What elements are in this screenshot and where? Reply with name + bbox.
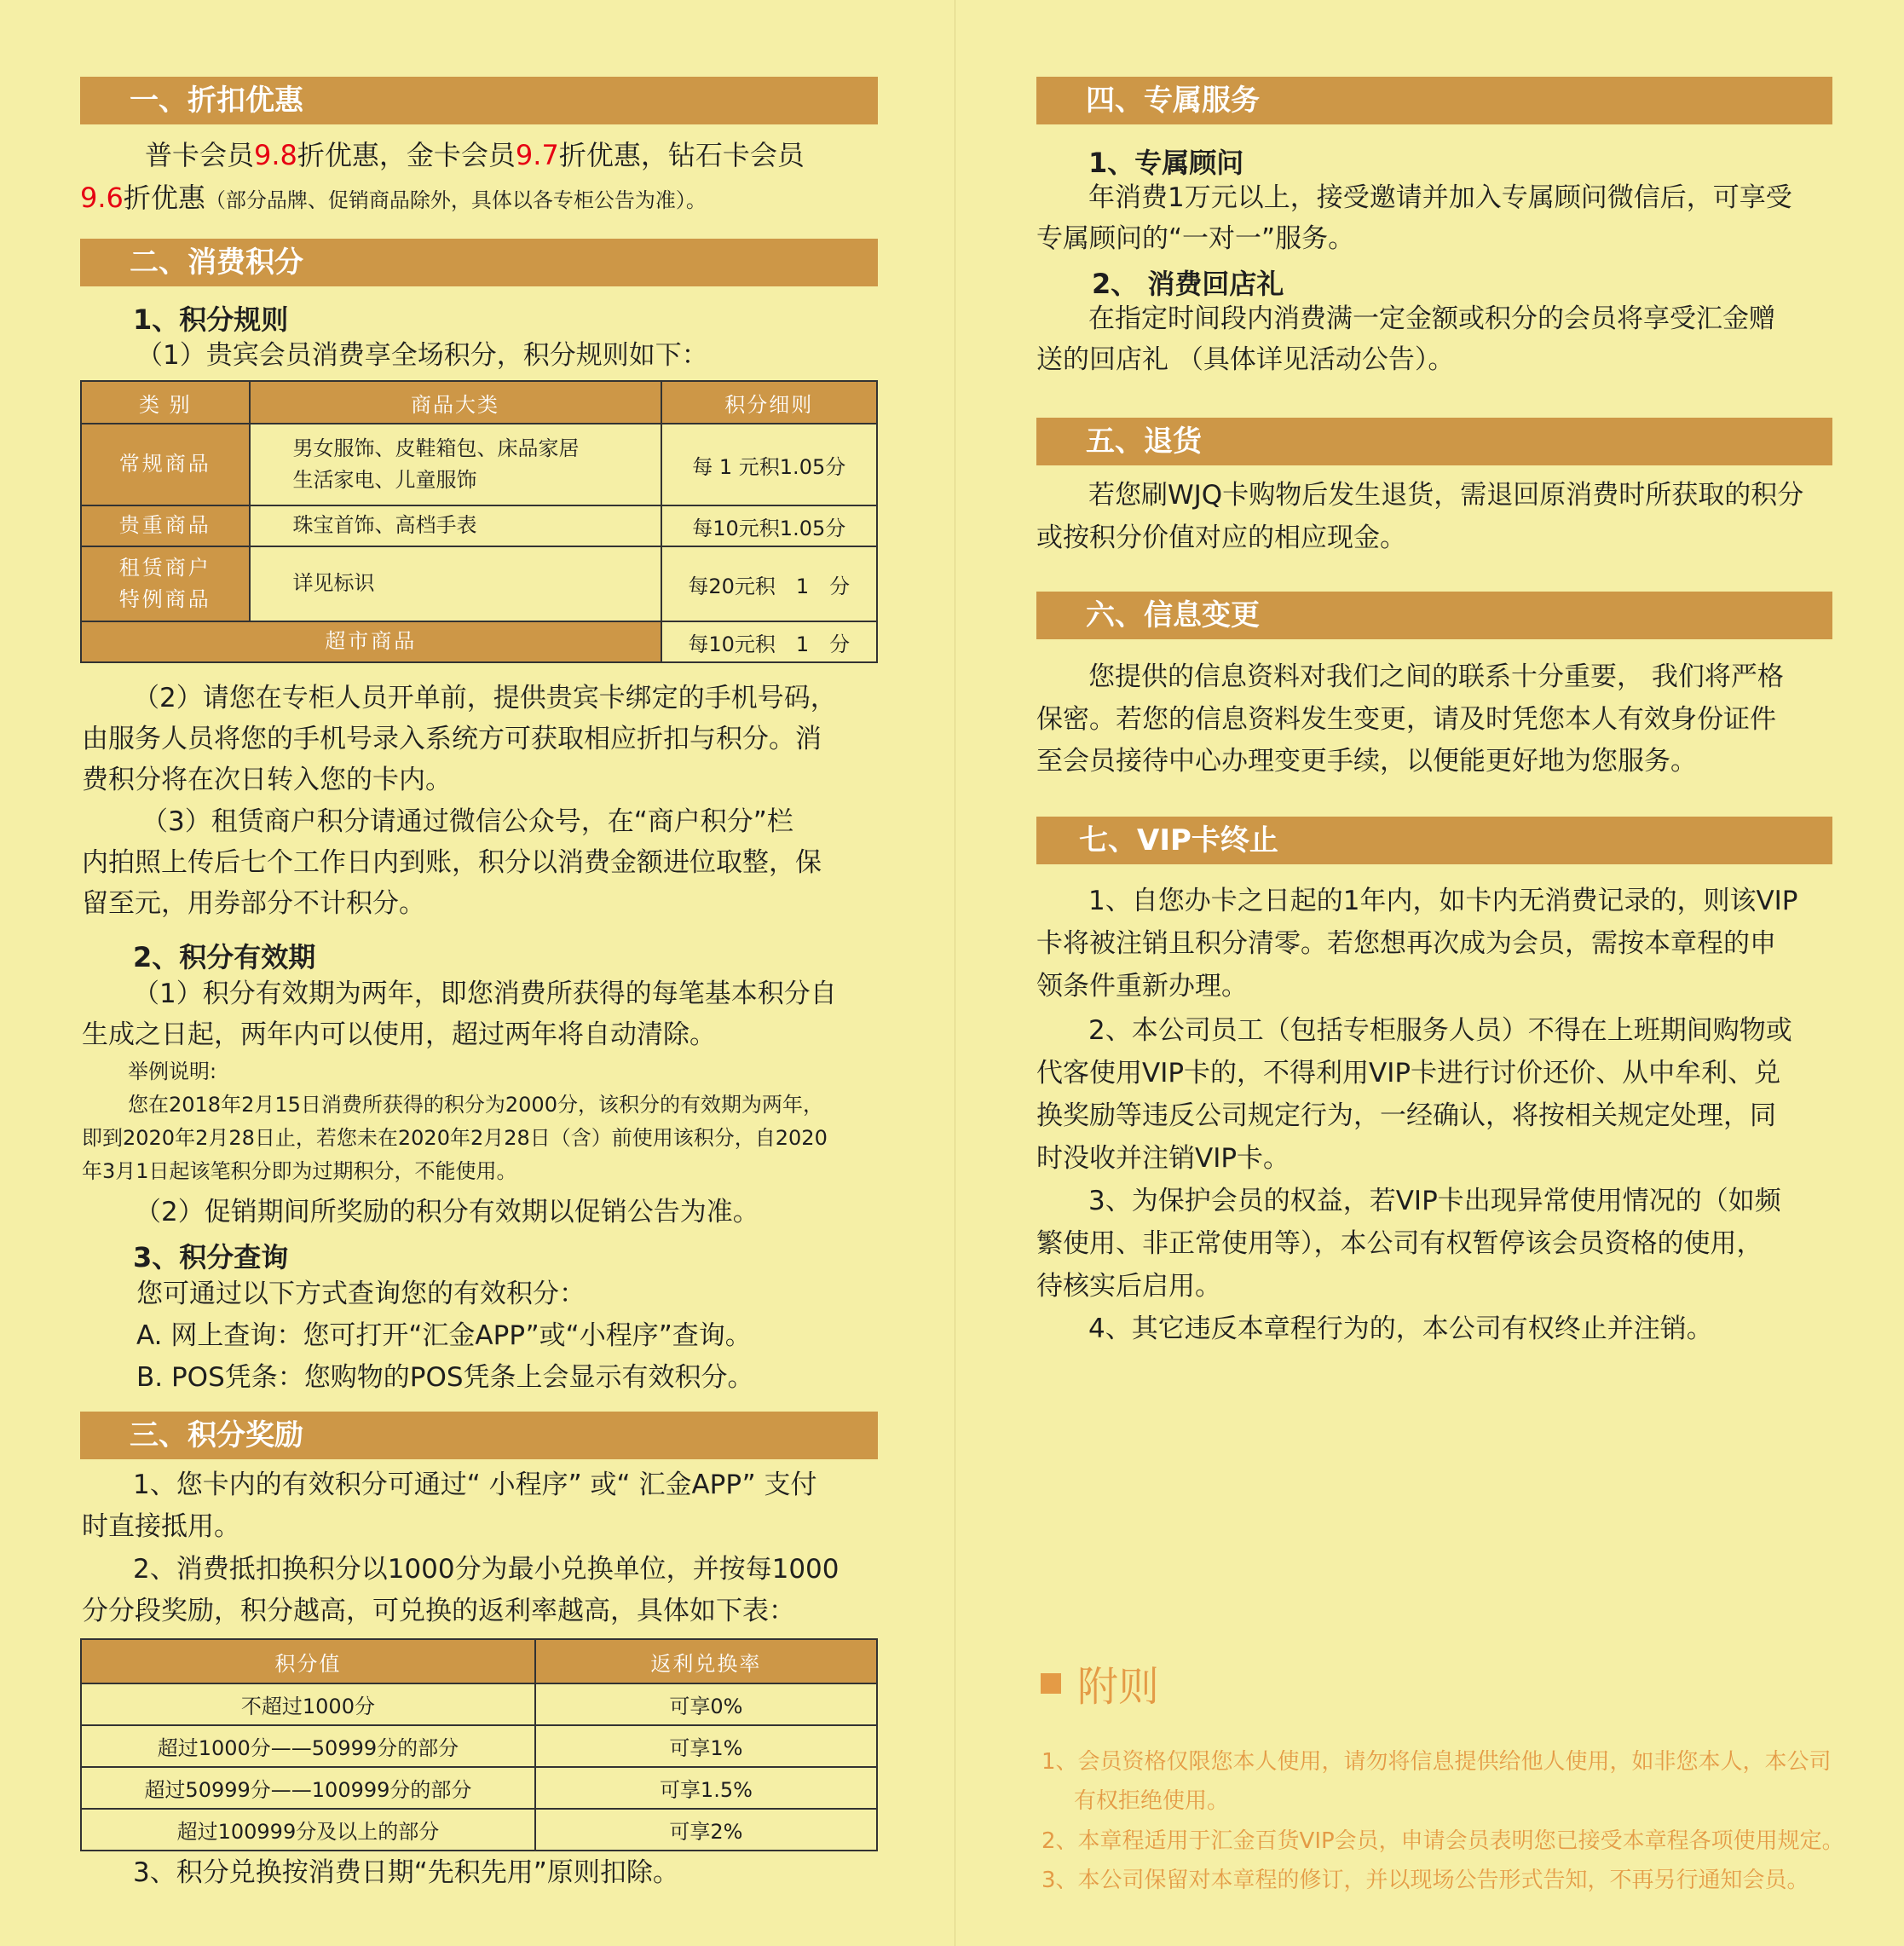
- rate-cell: 可享2%: [535, 1809, 877, 1851]
- rebate-table: [80, 1638, 878, 1851]
- query-pos: B. POS凭条：您购物的POS凭条上会显示有效积分。: [136, 1362, 754, 1393]
- termination-line: 领条件重新办理。: [1036, 971, 1248, 1002]
- items-cell: 详见标识: [250, 546, 661, 621]
- table-header-row: [81, 381, 877, 424]
- regular-rate: 9.8: [254, 139, 297, 171]
- points-rule-3-line: 留至元，用券部分不计积分。: [82, 888, 425, 919]
- section-title: 六、信息变更: [1086, 598, 1260, 632]
- section-title: 一、折扣优惠: [130, 84, 303, 118]
- rewards-line: 时直接抵用。: [82, 1511, 240, 1542]
- termination-line: 1、自您办卡之日起的1年内，如卡内无消费记录的，则该VIP: [1088, 886, 1798, 916]
- appendix-item: 有权拒绝使用。: [1074, 1788, 1230, 1814]
- column-header: 返利兑换率: [535, 1639, 877, 1683]
- category-cell: 常规商品: [81, 424, 250, 505]
- section-title: 三、积分奖励: [130, 1418, 303, 1452]
- section-header-info-change: [1036, 592, 1832, 639]
- rule-cell: 每20元积 1 分: [661, 546, 877, 621]
- rule-cell: 每 1 元积1.05分: [661, 424, 877, 505]
- rewards-line: 1、您卡内的有效积分可通过“ 小程序” 或“ 汇金APP” 支付: [133, 1470, 817, 1500]
- validity-line: （1）积分有效期为两年，即您消费所获得的每笔基本积分自: [133, 979, 837, 1009]
- rate-cell: 可享1.5%: [535, 1767, 877, 1809]
- section-title: 四、专属服务: [1086, 84, 1260, 118]
- discount-line-2: 9.6折优惠（部分品牌、促销商品除外，具体以各专柜公告为准）。: [80, 182, 707, 214]
- query-online: A. 网上查询：您可打开“汇金APP”或“小程序”查询。: [136, 1320, 752, 1351]
- points-cell: 超过1000分——50999分的部分: [81, 1725, 535, 1767]
- table-row: [81, 1725, 877, 1767]
- table-row: [81, 546, 877, 621]
- rewards-line: 3、积分兑换按消费日期“先积先用”原则扣除。: [133, 1857, 679, 1888]
- table-row: [81, 1767, 877, 1809]
- category-cell: 租赁商户 特例商品: [81, 546, 250, 621]
- diamond-rate: 9.6: [80, 182, 124, 214]
- rule-cell: 每10元积1.05分: [661, 505, 877, 546]
- rate-cell: 可享0%: [535, 1683, 877, 1725]
- termination-line: 换奖励等违反公司规定行为，一经确认，将按相关规定处理，同: [1036, 1100, 1776, 1131]
- section-header-returns: [1036, 418, 1832, 465]
- termination-line: 2、本公司员工（包括专柜服务人员）不得在上班期间购物或: [1088, 1015, 1792, 1046]
- appendix-item: 3、本公司保留对本章程的修订，并以现场公告形式告知，不再另行通知会员。: [1041, 1868, 1809, 1893]
- table-row: [81, 424, 877, 505]
- termination-line: 4、其它违反本章程行为的，本公司有权终止并注销。: [1088, 1314, 1713, 1344]
- returns-line: 或按积分价值对应的相应现金。: [1036, 523, 1406, 553]
- exclusive-line: 专属顾问的“一对一”服务。: [1036, 223, 1355, 254]
- section-title: 五、退货: [1086, 424, 1202, 459]
- rewards-line: 2、消费抵扣换积分以1000分为最小兑换单位，并按每1000: [133, 1554, 839, 1585]
- subheading-return-gift: 2、 消费回店礼: [1092, 268, 1284, 300]
- points-cell: 不超过1000分: [81, 1683, 535, 1725]
- points-cell: 超过100999分及以上的部分: [81, 1809, 535, 1851]
- example-label: 举例说明:: [128, 1060, 217, 1083]
- section-title: 七、VIP卡终止: [1079, 823, 1278, 858]
- points-rule-1: （1）贵宾会员消费享全场积分，积分规则如下：: [136, 340, 708, 371]
- info-line: 您提供的信息资料对我们之间的联系十分重要， 我们将严格: [1088, 661, 1784, 692]
- query-intro: 您可通过以下方式查询您的有效积分：: [136, 1279, 586, 1309]
- items-cell: 男女服饰、皮鞋箱包、床品家居 生活家电、儿童服饰: [250, 424, 661, 505]
- discount-line-1: 普卡会员9.8折优惠，金卡会员9.7折优惠，钻石卡会员: [145, 139, 805, 171]
- column-header: 商品大类: [250, 381, 661, 424]
- example-line: 您在2018年2月15日消费所获得的积分为2000分，该积分的有效期为两年，: [128, 1093, 823, 1117]
- column-header: 积分值: [81, 1639, 535, 1683]
- table-row: [81, 1683, 877, 1725]
- points-rule-2-line: （2）请您在专柜人员开单前，提供贵宾卡绑定的手机号码，: [133, 683, 837, 713]
- subheading-query: 3、积分查询: [133, 1241, 289, 1273]
- points-rule-3-line: （3）租赁商户积分请通过微信公众号，在“商户积分”栏: [141, 806, 793, 837]
- appendix-title: 附则: [1077, 1663, 1160, 1711]
- termination-line: 时没收并注销VIP卡。: [1036, 1143, 1290, 1174]
- rule-cell: 每10元积 1 分: [661, 621, 877, 662]
- points-rule-2-line: 由服务人员将您的手机号录入系统方可获取相应折扣与积分。消: [82, 724, 822, 754]
- points-rules-table: [80, 380, 878, 663]
- subheading-points-rules: 1、积分规则: [133, 303, 289, 336]
- returns-line: 若您刷WJQ卡购物后发生退货，需退回原消费时所获取的积分: [1088, 480, 1804, 511]
- items-cell: 珠宝首饰、高档手表: [250, 505, 661, 546]
- example-line: 即到2020年2月28日止，若您未在2020年2月28日（含）前使用该积分，自2020: [82, 1126, 828, 1150]
- category-cell: 贵重商品: [81, 505, 250, 546]
- section-header-exclusive: [1036, 77, 1832, 124]
- section-title: 二、消费积分: [130, 245, 303, 280]
- table-header-row: [81, 1639, 877, 1683]
- exclusive-line: 年消费1万元以上，接受邀请并加入专属顾问微信后，可享受: [1088, 182, 1792, 213]
- discount-note: （部分品牌、促销商品除外，具体以各专柜公告为准）。: [205, 188, 707, 212]
- section-header-points: [80, 239, 878, 286]
- subheading-validity: 2、积分有效期: [133, 941, 316, 973]
- rewards-line: 分分段奖励，积分越高，可兑换的返利率越高，具体如下表：: [82, 1596, 795, 1626]
- gold-rate: 9.7: [515, 139, 559, 171]
- appendix-item: 2、本章程适用于汇金百货VIP会员，申请会员表明您已接受本章程各项使用规定。: [1041, 1828, 1844, 1854]
- info-line: 至会员接待中心办理变更手续，以便能更好地为您服务。: [1036, 746, 1697, 777]
- column-header: 积分细则: [661, 381, 877, 424]
- points-cell: 超过50999分——100999分的部分: [81, 1767, 535, 1809]
- points-rule-2-line: 费积分将在次日转入您的卡内。: [82, 765, 452, 795]
- validity-promo-line: （2）促销期间所奖励的积分有效期以促销公告为准。: [135, 1197, 759, 1227]
- termination-line: 卡将被注销且积分清零。若您想再次成为会员，需按本章程的申: [1036, 928, 1776, 959]
- section-header-discount: [80, 77, 878, 124]
- table-row: [81, 505, 877, 546]
- square-bullet-icon: [1041, 1673, 1061, 1694]
- section-header-rewards: [80, 1412, 878, 1459]
- info-line: 保密。若您的信息资料发生变更，请及时凭您本人有效身份证件: [1036, 704, 1776, 735]
- appendix-item: 1、会员资格仅限您本人使用，请勿将信息提供给他人使用，如非您本人，本公司: [1041, 1749, 1832, 1775]
- termination-line: 3、为保护会员的权益，若VIP卡出现异常使用情况的（如频: [1088, 1186, 1781, 1216]
- section-header-vip-termination: [1036, 817, 1832, 864]
- column-header: 类 别: [81, 381, 250, 424]
- table-row: [81, 1809, 877, 1851]
- termination-line: 待核实后启用。: [1036, 1271, 1221, 1302]
- rate-cell: 可享1%: [535, 1725, 877, 1767]
- table-row: [81, 621, 877, 662]
- exclusive-line: 在指定时间段内消费满一定金额或积分的会员将享受汇金赠: [1088, 303, 1775, 334]
- termination-line: 代客使用VIP卡的，不得利用VIP卡进行讨价还价、从中牟利、兑: [1036, 1058, 1781, 1088]
- exclusive-line: 送的回店礼 （具体详见活动公告）。: [1036, 344, 1455, 375]
- termination-line: 繁使用、非正常使用等），本公司有权暂停该会员资格的使用，: [1036, 1228, 1763, 1259]
- points-rule-3-line: 内拍照上传后七个工作日内到账，积分以消费金额进位取整，保: [82, 847, 822, 878]
- validity-line: 生成之日起，两年内可以使用，超过两年将自动清除。: [82, 1019, 716, 1050]
- example-line: 年3月1日起该笔积分即为过期积分，不能使用。: [82, 1159, 517, 1183]
- right-column: [955, 0, 1904, 1946]
- category-cell: 超市商品: [81, 621, 661, 662]
- subheading-advisor: 1、专属顾问: [1088, 147, 1244, 179]
